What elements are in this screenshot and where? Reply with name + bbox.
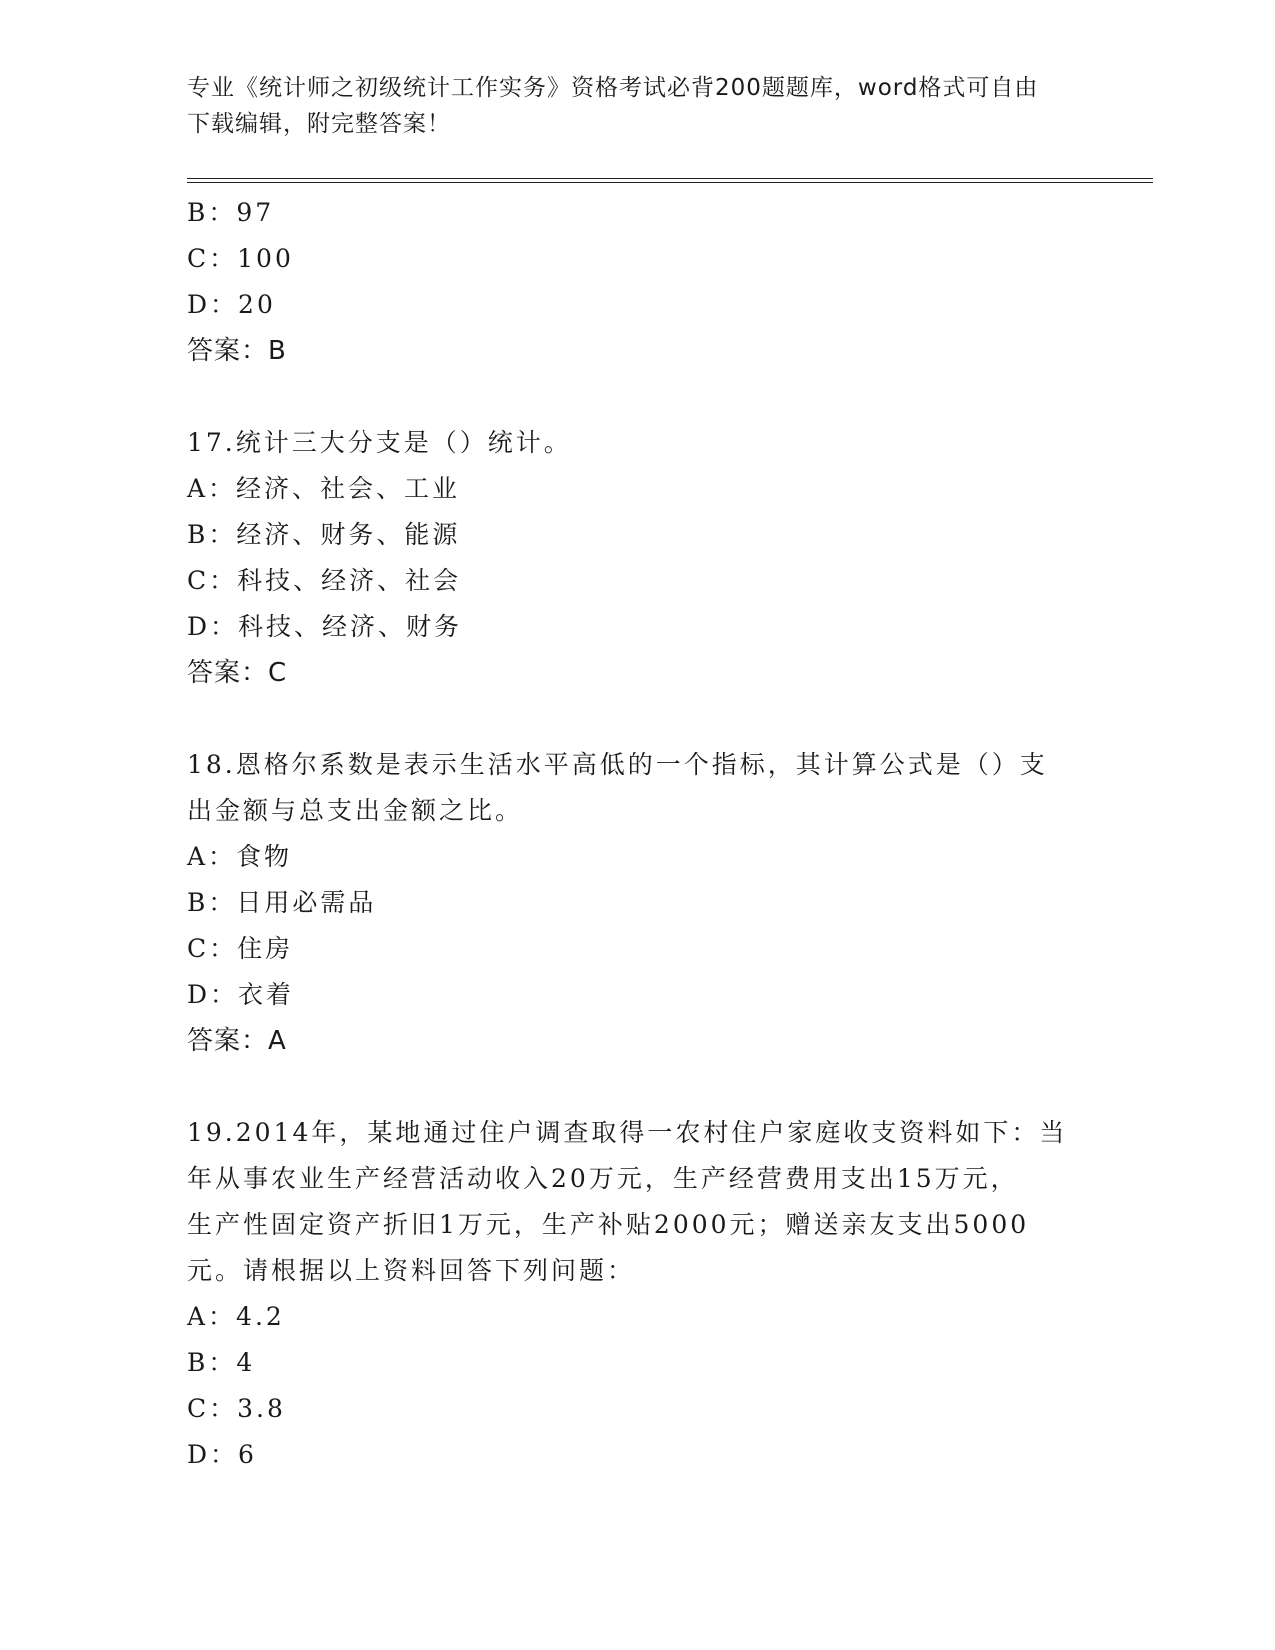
document-header [187, 70, 1087, 142]
question-18 [187, 742, 1087, 1064]
spacer [187, 696, 1087, 742]
header-line-2: 下载编辑，附完整答案！ [187, 111, 451, 137]
spacer [187, 374, 1087, 420]
question-stem-line-1: 18.恩格尔系数是表示生活水平高低的一个指标，其计算公式是（）支 [187, 750, 1048, 779]
question-stem-line-3: 生产性固定资产折旧1万元，生产补贴2000元；赠送亲友支出5000 [187, 1210, 1030, 1239]
question-19 [187, 1110, 1087, 1478]
option-c: C：住房 [187, 934, 294, 963]
option-b: B：4 [187, 1348, 256, 1377]
question-stem-line-2: 出金额与总支出金额之比。 [187, 796, 524, 825]
header-rule-top [187, 178, 1153, 179]
question-stem-line-4: 元。请根据以上资料回答下列问题： [187, 1256, 636, 1285]
option-c: C：科技、经济、社会 [187, 566, 462, 595]
answer-line: 答案：B [187, 336, 287, 366]
option-a: A：经济、社会、工业 [187, 474, 461, 503]
question-stem-line-2: 年从事农业生产经营活动收入20万元，生产经营费用支出15万元， [187, 1164, 1019, 1193]
option-d: D：衣着 [187, 980, 295, 1009]
question-16-tail [187, 190, 1087, 374]
option-d: D：20 [187, 290, 276, 319]
question-stem: 17.统计三大分支是（）统计。 [187, 428, 572, 457]
option-b: B：日用必需品 [187, 888, 377, 917]
option-a: A：4.2 [187, 1302, 285, 1331]
question-stem-line-1: 19.2014年，某地通过住户调查取得一农村住户家庭收支资料如下：当 [187, 1118, 1068, 1147]
header-rule-bottom [187, 182, 1153, 183]
question-17 [187, 420, 1087, 696]
option-d: D：6 [187, 1440, 257, 1469]
option-b: B：经济、财务、能源 [187, 520, 461, 549]
answer-line: 答案：C [187, 658, 288, 688]
option-c: C：100 [187, 244, 294, 273]
question-list [187, 190, 1087, 1478]
option-d: D：科技、经济、财务 [187, 612, 463, 641]
option-b: B：97 [187, 198, 275, 227]
answer-line: 答案：A [187, 1026, 287, 1056]
header-line-1: 专业《统计师之初级统计工作实务》资格考试必背200题题库，word格式可自由 [187, 75, 1039, 101]
spacer [187, 1064, 1087, 1110]
option-c: C：3.8 [187, 1394, 286, 1423]
option-a: A：食物 [187, 842, 293, 871]
